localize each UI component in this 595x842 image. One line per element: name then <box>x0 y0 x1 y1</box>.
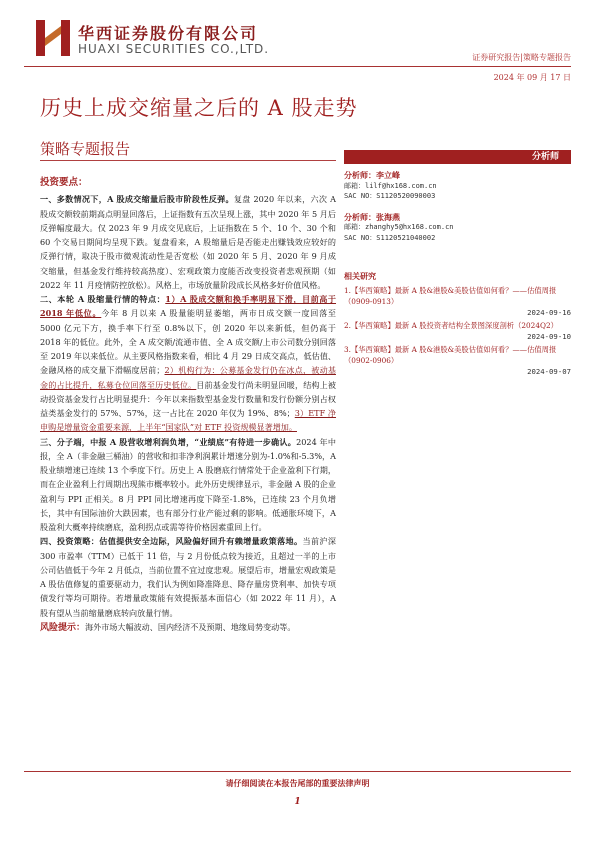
section-1 <box>40 192 336 292</box>
section-2-body-2: 目前基金发行尚未明显回暖，结构上被动投资基金发行占比明显提升：今年以来指数型基金发行数量和发行份额分别占权益类基金发行的 57%、57%，这一占比在 2020 年仅为 19%、8%； <box>40 379 336 418</box>
report-title: 历史上成交缩量之后的 A 股走势 <box>40 96 358 120</box>
analyst-email[interactable]: 邮箱：lilf@hx168.com.cn <box>344 181 437 190</box>
footer-divider <box>24 771 571 772</box>
risk-text: 海外市场大幅波动、国内经济不及预期、地缘局势变动等。 <box>85 621 296 632</box>
section-3 <box>40 435 336 535</box>
main-body <box>40 176 336 635</box>
sidebar <box>344 150 571 379</box>
section-2-body-1: 今年 8 月以来 A 股量能明显萎缩，两市日成交额一度回落至 5000 亿元下方，换手率下行至 0.8%以下，创 2020 年以来新低，但仍高于 2018 年的低位。此外，全 A 成交额/流通市值、全 A 成交额/上市公司数分别回落至 2019 年以来低位。从主要风格指数来看，相比 4 月 29 日成交高点，低估值、金融风格的成交量下滑幅度居前； <box>40 308 336 376</box>
section-3-body: 2024 年中报，全 A（非金融三桶油）的营收和扣非净利润累计增速分别为-1.0%和-5.3%，A 股业绩增速已连续 13 个季度下行。历史上 A 股磨底行情常处于企业盈利下行期，而在企业盈利上行周期出现熊市概率较小。此外历史规律显示，非金融 A 股的企业盈利与 PPI 正相关。8 月 PPI 同比增速再度下降至-1.8%，已连续 23 个月负增长，其中有国际油价大跌因素，也有部分行业产能过剩的影响。低通胀环境下，A 股盈利大概率持续磨底，盈利拐点或需等待价格因素重回上行。 <box>40 436 337 532</box>
analyst-header: 分析师 <box>344 150 571 164</box>
report-date: 2024 年 09 月 17 日 <box>493 73 571 82</box>
header-divider <box>24 66 571 67</box>
related-research-link[interactable]: 1.【华西策略】最新 A 股&港股&美股估值如何看？——估值周报（0909-0913） <box>344 286 557 306</box>
section-1-body: 复盘 2020 年以来，六次 A 股成交额较前期高点明显回落后，上证指数有五次呈现上涨，其中 2020 年 5 月后反弹幅度最大。仅 2023 年 9 月成交见底后，上证指数在 5 个、10 个、30 个和 60 个交易日期间均呈现下跌。复盘看来，A 股缩量后是否能走出赚钱效应较好的反弹行情，取决于股市微观流动性是否宽松（如 2020 年 5 月、2020 年 9 月成交缩量，但基金发行维持较高热度）、宏观政策力度能否改变投资者悲观预期（如 2022 年 11 月疫情防控放松）。风格上，市场放量阶段成长风格多好价值风格。 <box>40 194 336 290</box>
legal-notice: 请仔细阅读在本报告尾部的重要法律声明 <box>225 778 370 788</box>
analyst-sac: SAC NO：S1120520090003 <box>344 192 436 200</box>
company-name-cn: 华西证券股份有限公司 <box>78 24 259 43</box>
section-4 <box>40 534 336 620</box>
section-1-lead: 一、多数情况下，A 股成交缩量后股市阶段性反弹。 <box>40 194 234 205</box>
section-2-point-2: 2）机构行为：公募基金发行仍在冰点，被动基金的占比提升，私募仓位回落至历史低位。 <box>40 365 336 390</box>
report-type-tag: 证券研究报告|策略专题报告 <box>472 53 571 62</box>
section-3-lead: 三、分子端，中报 A 股营收增利润负增，“业绩底”有待进一步确认。 <box>40 436 297 447</box>
analyst-email[interactable]: 邮箱：zhanghy5@hx168.com.cn <box>344 223 454 231</box>
related-research-heading: 相关研究 <box>344 271 376 281</box>
analyst-card <box>344 170 571 202</box>
related-research-date: 2024-09-16 <box>527 308 571 317</box>
page-number: 1 <box>294 797 301 807</box>
summary-heading: 投资要点： <box>40 177 88 188</box>
risk-note <box>40 620 336 635</box>
analyst-name: 分析师：李立峰 <box>344 170 400 180</box>
related-research-date: 2024-09-07 <box>527 367 571 376</box>
subtitle-divider <box>40 160 336 161</box>
analyst-sac: SAC NO：S1120521040002 <box>344 233 436 242</box>
section-4-body: 当前沪深 300 市盈率（TTM）已低于 11 倍，与 2 月份低点较为接近，且超过一半的上市公司估值低于今年 2 月低点，当前位置不宜过度悲观。展望后市，增量宏观政策是 A 股估值修复的重要驱动力，我们认为例如降准降息、降存量房贷利率、加快专项债发行等均可期待。若增量政策能有效提振基本面信心（如 2022 年 11 月），A 股有望从当前缩量磨底转向放量行情。 <box>40 536 336 618</box>
report-subtitle: 策略专题报告 <box>40 140 131 158</box>
section-2-point-3: 3）ETF 净申购是增量资金重要来源，上半年“国家队”对 ETF 投资规模显著增加。 <box>40 408 336 433</box>
analyst-card <box>344 212 571 244</box>
section-2-lead: 二、本轮 A 股缩量行情的特点： <box>40 294 166 304</box>
related-research-link[interactable]: 2.【华西策略】最新 A 股投资者结构全景图深度剖析（2024Q2） <box>344 321 558 330</box>
related-research-date: 2024-09-10 <box>527 332 571 341</box>
related-research <box>344 271 571 377</box>
related-research-link[interactable]: 3.【华西策略】最新 A 股&港股&美股估值如何看？——估值周报（0902-0906） <box>344 345 557 365</box>
section-2 <box>40 292 336 435</box>
company-logo-icon <box>36 20 70 56</box>
company-name-en: HUAXI SECURITIES CO.,LTD. <box>78 42 270 56</box>
risk-label: 风险提示： <box>40 622 86 633</box>
analyst-name: 分析师：张海燕 <box>344 211 400 222</box>
section-4-lead: 四、投资策略：估值提供安全边际，风险偏好回升有赖增量政策落地。 <box>40 536 303 547</box>
section-2-point-1: 1）A 股成交额和换手率明显下滑，目前高于 2018 年低位。 <box>40 294 337 319</box>
